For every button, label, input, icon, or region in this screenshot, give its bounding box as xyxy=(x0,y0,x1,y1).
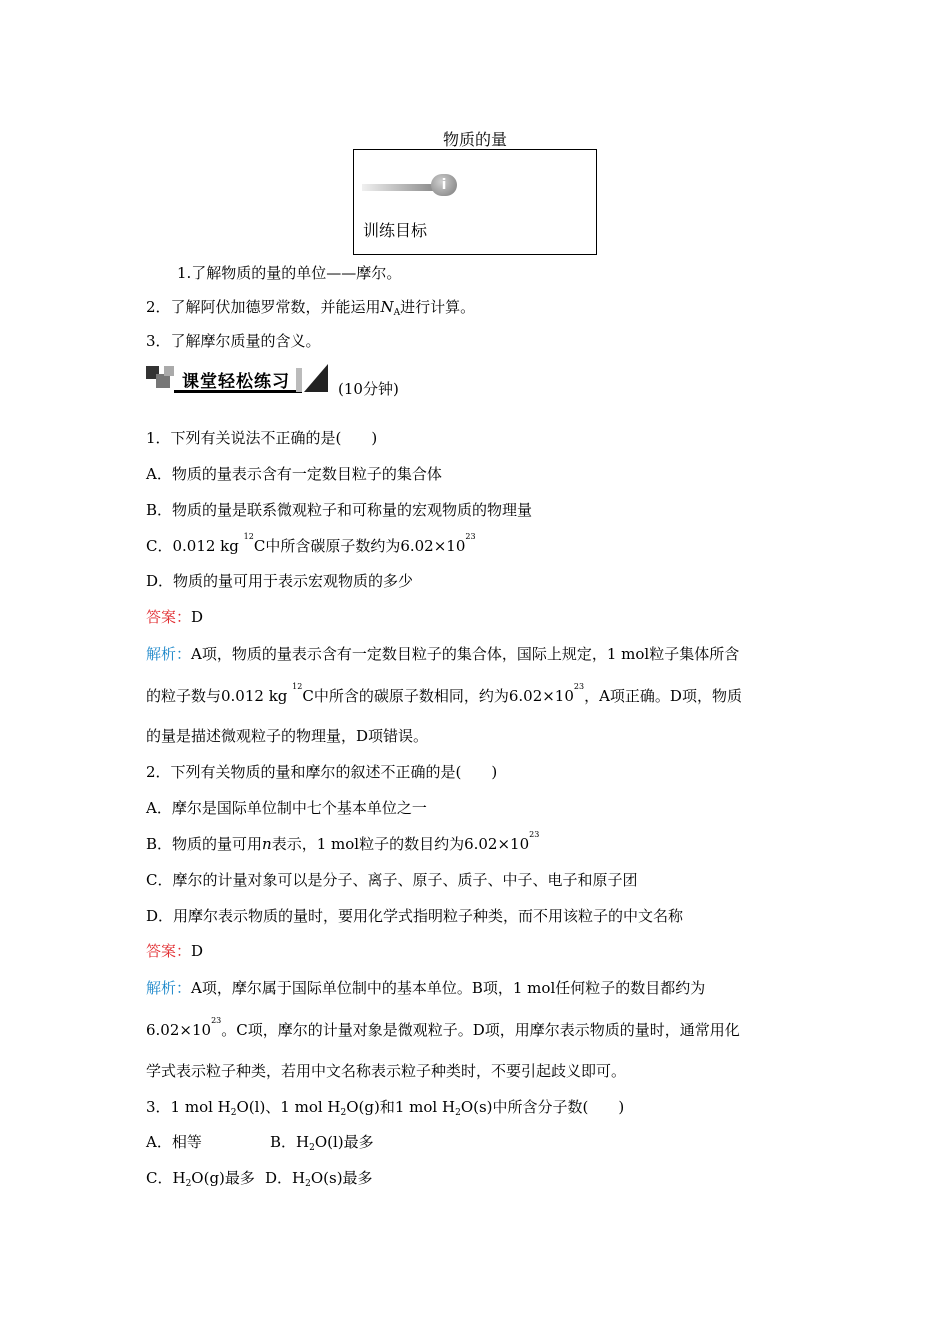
q2-analysis-line-1: 解析：A项，摩尔属于国际单位制中的基本单位。B项，1 mol任何粒子的数目都约为 xyxy=(146,979,706,997)
q2-answer: 答案：D xyxy=(146,942,204,960)
q2-option-b: B．物质的量可用n表示，1 mol粒子的数目约为$6.02\times 10^{23}$ xyxy=(146,830,540,853)
header-square-icon xyxy=(156,374,170,388)
q2-analysis-line-2: $6.02\times 10^{23}$。C项，摩尔的计量对象是微观粒子。D项，用摩尔表示物质的量时，通常用化 xyxy=(146,1016,740,1039)
q1-analysis-line-3: 的量是描述微观粒子的物理量，D项错误。 xyxy=(146,727,429,745)
q2-stem: 2．下列有关物质的量和摩尔的叙述不正确的是( ) xyxy=(146,763,498,781)
q2-option-c: C．摩尔的计量对象可以是分子、离子、原子、质子、中子、电子和原子团 xyxy=(146,871,638,889)
q3-option-c: C．$H_2O(g)$最多 xyxy=(146,1169,255,1189)
header-stripe xyxy=(296,368,302,392)
q1-option-b: B．物质的量是联系微观粒子和可称量的宏观物质的物理量 xyxy=(146,501,533,519)
section-heading: 课堂轻松练习 xyxy=(182,372,290,392)
q1-option-c: C．0.012 kg $^{12}$C中所含碳原子数约为$6.02\times 10^{23}$ xyxy=(146,532,476,555)
q1-analysis-line-1: 解析：A项，物质的量表示含有一定数目粒子的集合体，国际上规定，1 mol粒子集体所含 xyxy=(146,645,740,663)
header-square-icon xyxy=(164,366,174,376)
header-triangle-icon xyxy=(304,364,328,392)
page-title: 物质的量 xyxy=(442,130,507,149)
goal-box-label: 训练目标 xyxy=(363,221,428,240)
q3-option-a: A．相等 xyxy=(146,1133,202,1151)
goal-item-2: 2．了解阿伏加德罗常数，并能运用$N_A$进行计算。 xyxy=(146,298,476,318)
q3-option-b: B．$H_2O(l)$最多 xyxy=(270,1133,374,1153)
training-goal-box xyxy=(353,149,597,255)
q3-option-d: D．$H_2O(s)$最多 xyxy=(265,1169,373,1189)
q1-option-a: A．物质的量表示含有一定数目粒子的集合体 xyxy=(146,465,442,483)
info-icon: i xyxy=(431,174,457,196)
q1-stem: 1．下列有关说法不正确的是( ) xyxy=(146,429,378,447)
section-time: (10分钟) xyxy=(338,380,399,398)
q2-option-d: D．用摩尔表示物质的量时，要用化学式指明粒子种类，而不用该粒子的中文名称 xyxy=(146,907,684,925)
goal-item-3: 3．了解摩尔质量的含义。 xyxy=(146,332,321,350)
q2-option-a: A．摩尔是国际单位制中七个基本单位之一 xyxy=(146,799,427,817)
q1-analysis-line-2: 的粒子数与0.012 kg $^{12}$C中所含的碳原子数相同，约为$6.02\times 10^{23}$，A项正确。D项，物质 xyxy=(146,682,742,705)
q1-answer: 答案：D xyxy=(146,608,204,626)
q3-stem: 3．1 mol $H_2O(l)$、1 mol $H_2O(g)$和1 mol $H_2O(s)$中所含分子数( ) xyxy=(146,1098,625,1118)
q2-analysis-line-3: 学式表示粒子种类，若用中文名称表示粒子种类时，不要引起歧义即可。 xyxy=(146,1062,627,1080)
decorative-bar xyxy=(362,184,436,191)
q1-option-d: D．物质的量可用于表示宏观物质的多少 xyxy=(146,572,414,590)
goal-item-1: 1.了解物质的量的单位——摩尔。 xyxy=(177,264,402,282)
section-header xyxy=(146,362,330,394)
